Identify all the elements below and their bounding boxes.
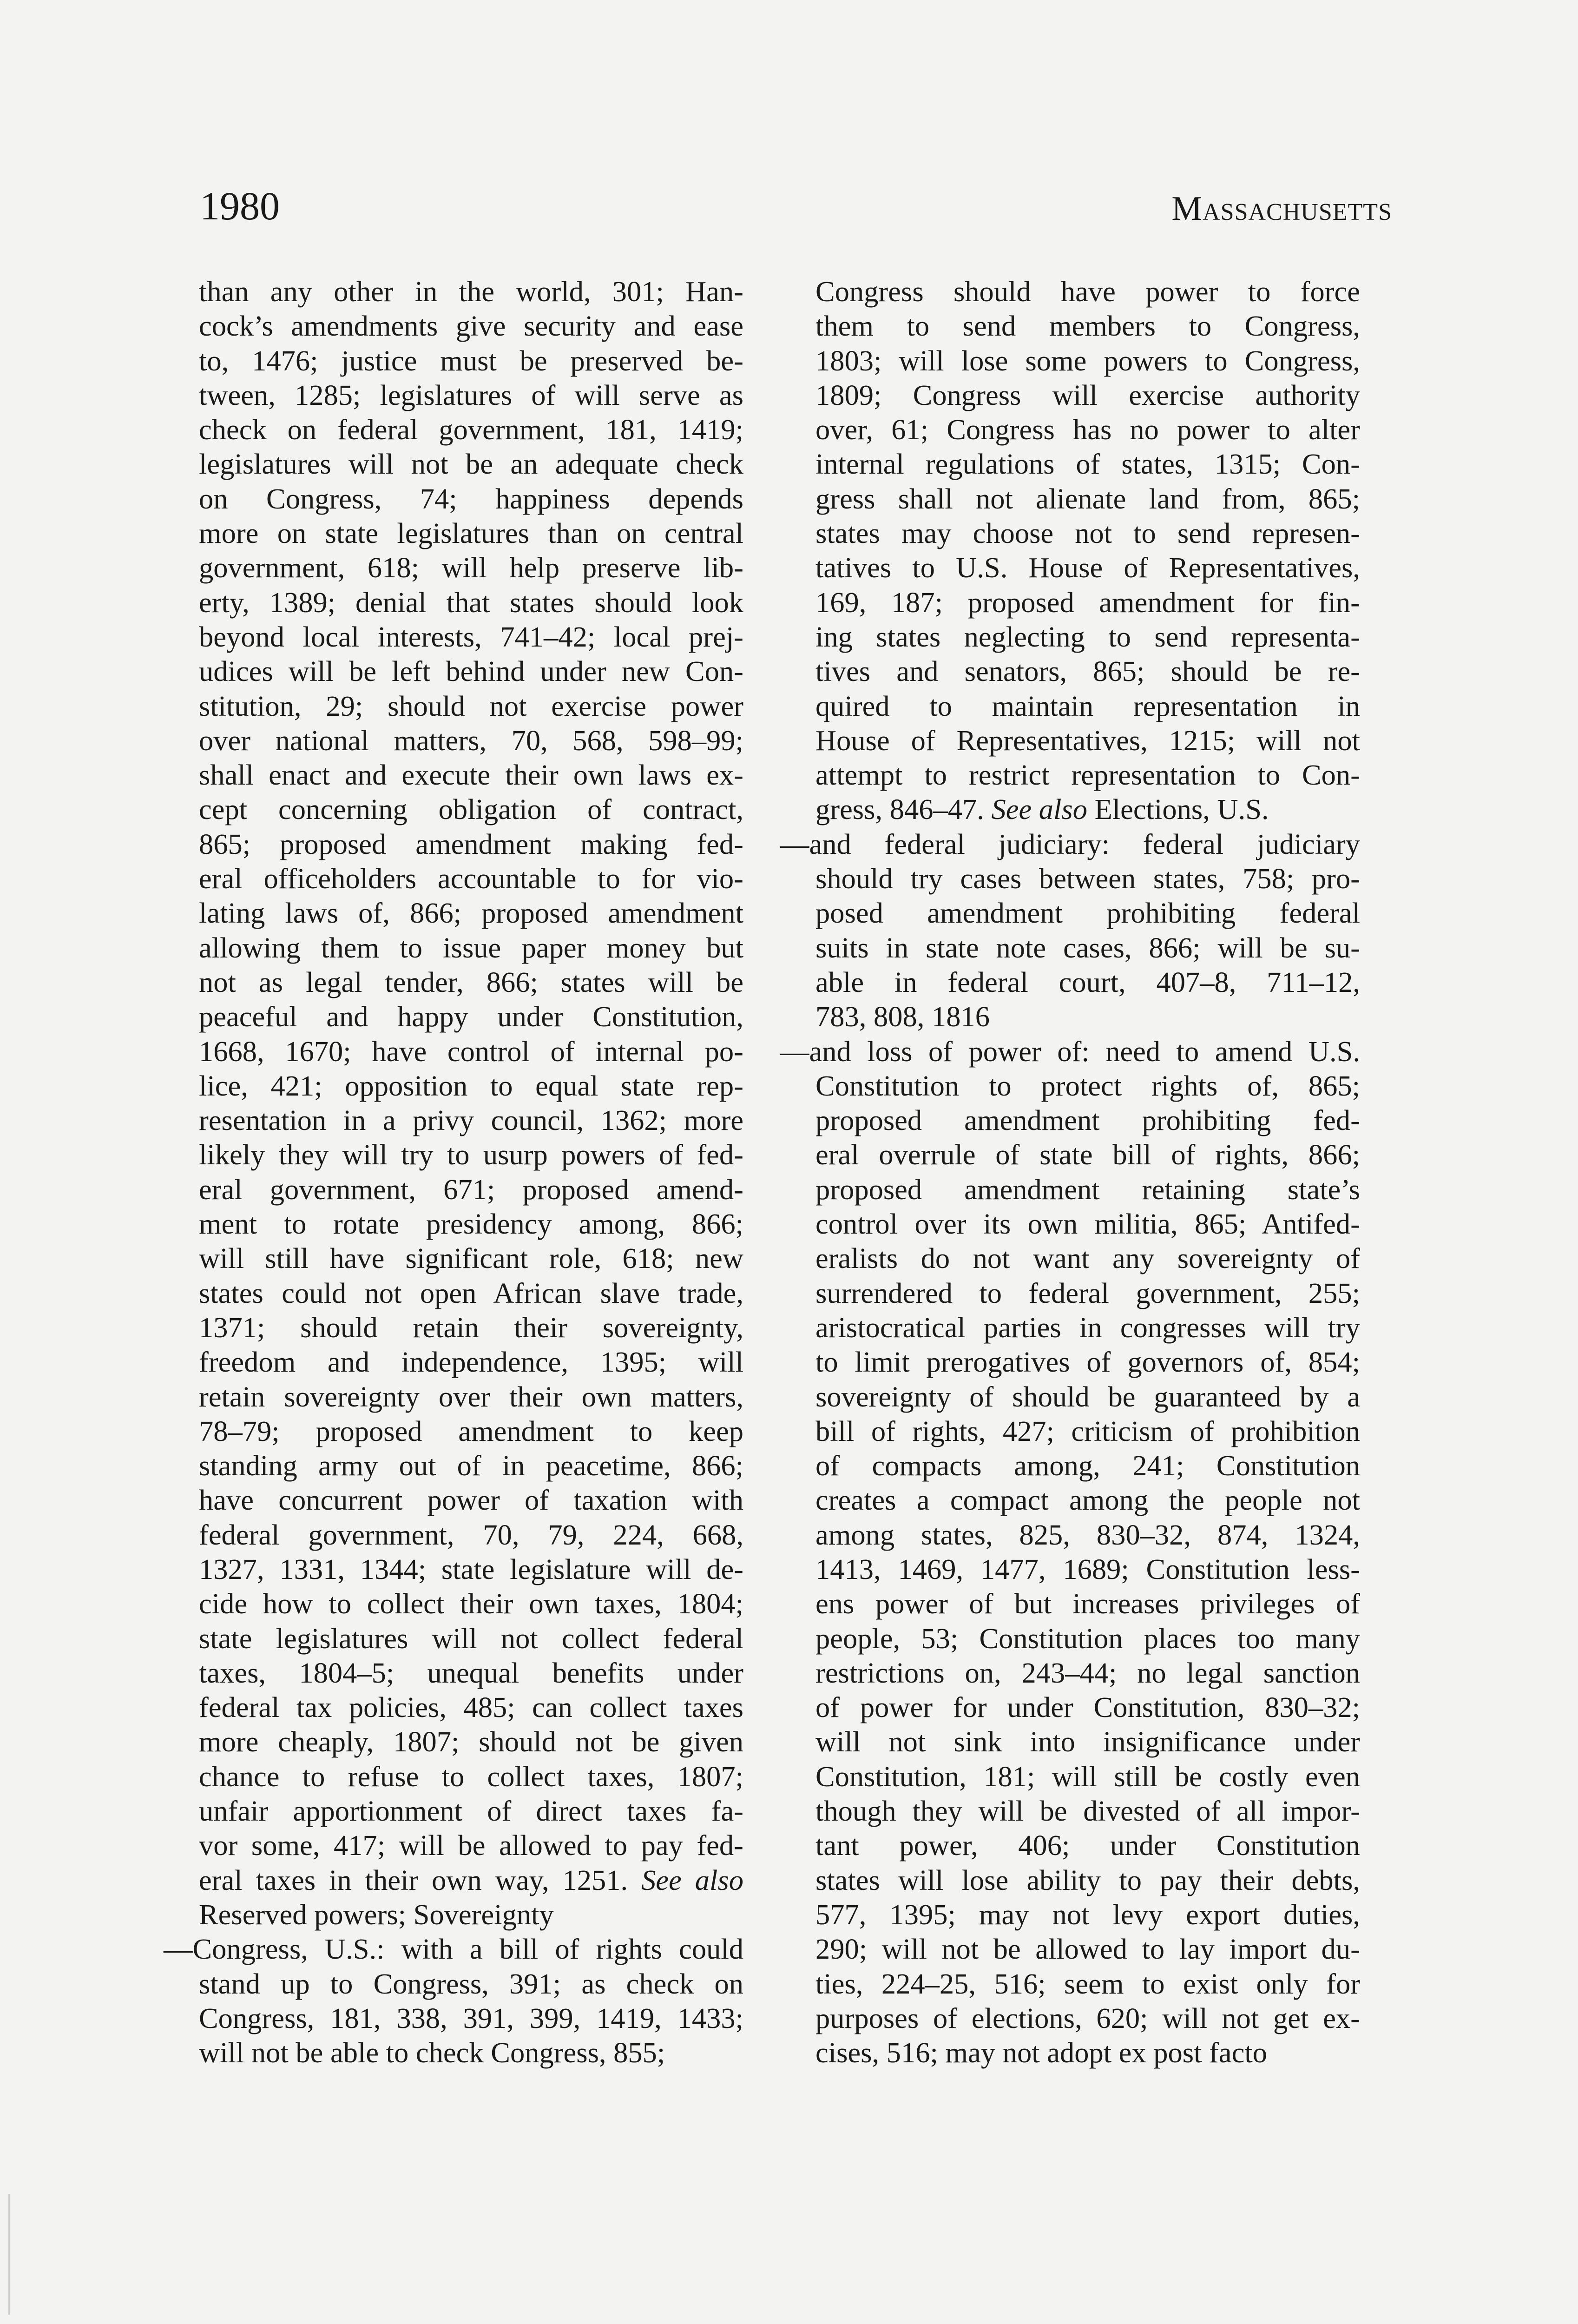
text-line: proposed amendment prohibiting fed- <box>815 1104 1360 1137</box>
text-line: udices will be left behind under new Con- <box>199 655 743 688</box>
text-line: cide how to collect their own taxes, 1804; <box>199 1587 743 1620</box>
text-line: surrendered to federal government, 255; <box>815 1276 1360 1309</box>
text-line: proposed amendment retaining state’s <box>815 1173 1360 1206</box>
text-line: states may choose not to send represen- <box>815 517 1360 550</box>
text-line: beyond local interests, 741–42; local prej- <box>199 620 743 653</box>
text-line: government, 618; will help preserve lib- <box>199 551 743 584</box>
text-line: taxes, 1804–5; unequal benefits under <box>199 1656 743 1689</box>
text-line: cept concerning obligation of contract, <box>199 793 743 826</box>
text-line: to limit prerogatives of governors of, 854; <box>815 1346 1360 1379</box>
text-line: have concurrent power of taxation with <box>199 1484 743 1517</box>
text-line: federal tax policies, 485; can collect taxes <box>199 1691 743 1724</box>
text-line: 1668, 1670; have control of internal po- <box>199 1035 743 1068</box>
text-line: over national matters, 70, 568, 598–99; <box>199 724 743 757</box>
text-line: though they will be divested of all impor- <box>815 1795 1360 1828</box>
text-line: lating laws of, 866; proposed amendment <box>199 897 743 930</box>
text-line: Congress should have power to force <box>815 275 1360 308</box>
scan-margin-mark <box>8 2194 10 2315</box>
text-line: 78–79; proposed amendment to keep <box>199 1414 743 1447</box>
text-line: state legislatures will not collect federal <box>199 1622 743 1655</box>
text-line: shall enact and execute their own laws ex- <box>199 759 743 792</box>
text-line: eral officeholders accountable to for vio- <box>199 862 743 895</box>
text-line: over, 61; Congress has no power to alter <box>815 413 1360 446</box>
entry-continuation <box>199 274 743 1932</box>
text-line: allowing them to issue paper money but <box>199 931 743 964</box>
text-line: suits in state note cases, 866; will be su- <box>815 931 1360 964</box>
text-line: lice, 421; opposition to equal state rep- <box>199 1069 743 1102</box>
text-line: —Congress, U.S.: with a bill of rights could <box>164 1933 743 1966</box>
text-line: 290; will not be allowed to lay import du- <box>815 1933 1360 1966</box>
text-line: eral taxes in their own way, 1251. See also <box>199 1863 743 1896</box>
text-line: states will lose ability to pay their debts, <box>815 1863 1360 1896</box>
text-line: them to send members to Congress, <box>815 310 1360 343</box>
subentry-federal-judiciary <box>780 827 1360 1034</box>
text-line: 783, 808, 1816 <box>815 1000 990 1033</box>
text-line: tives and senators, 865; should be re- <box>815 655 1360 688</box>
text-line: 577, 1395; may not levy export duties, <box>815 1898 1360 1931</box>
text-line: not as legal tender, 866; states will be <box>199 965 743 998</box>
text-line: will still have significant role, 618; new <box>199 1242 743 1275</box>
text-line: House of Representatives, 1215; will not <box>815 724 1360 757</box>
text-line: —and federal judiciary: federal judiciary <box>780 827 1360 860</box>
text-line: able in federal court, 407–8, 711–12, <box>815 965 1360 998</box>
text-line: erty, 1389; denial that states should look <box>199 586 743 619</box>
text-line: 1803; will lose some powers to Congress, <box>815 344 1360 377</box>
text-line: creates a compact among the people not <box>815 1484 1360 1517</box>
text-line: ment to rotate presidency among, 866; <box>199 1208 743 1241</box>
subentry-congress <box>164 1932 743 2070</box>
text-line: retain sovereignty over their own matters, <box>199 1380 743 1413</box>
page-number: 1980 <box>200 184 280 228</box>
text-line: Constitution to protect rights of, 865; <box>815 1069 1360 1102</box>
text-line: Constitution, 181; will still be costly even <box>815 1760 1360 1793</box>
text-line: federal government, 70, 79, 224, 668, <box>199 1518 743 1551</box>
subentry-loss-of-power <box>780 1034 1360 2070</box>
text-line: tatives to U.S. House of Representatives, <box>815 551 1360 584</box>
text-line: 1327, 1331, 1344; state legislature will de- <box>199 1552 743 1585</box>
text-line: vor some, 417; will be allowed to pay fed- <box>199 1829 743 1862</box>
text-line: eral government, 671; proposed amend- <box>199 1173 743 1206</box>
text-line: sovereignty of should be guaranteed by a <box>815 1380 1360 1413</box>
text-line: stitution, 29; should not exercise power <box>199 689 743 722</box>
text-line: attempt to restrict representation to Con- <box>815 759 1360 792</box>
text-line: should try cases between states, 758; pro- <box>815 862 1360 895</box>
text-line: eralists do not want any sovereignty of <box>815 1242 1360 1275</box>
entry-continuation <box>815 274 1360 827</box>
text-line: 865; proposed amendment making fed- <box>199 827 743 860</box>
text-line: standing army out of in peacetime, 866; <box>199 1449 743 1482</box>
text-line: will not sink into insignificance under <box>815 1725 1360 1758</box>
text-line: 1809; Congress will exercise authority <box>815 378 1360 411</box>
text-line: on Congress, 74; happiness depends <box>199 482 743 515</box>
text-line: unfair apportionment of direct taxes fa- <box>199 1795 743 1828</box>
text-line: more cheaply, 1807; should not be given <box>199 1725 743 1758</box>
text-line: freedom and independence, 1395; will <box>199 1346 743 1379</box>
text-line: stand up to Congress, 391; as check on <box>199 1967 743 2000</box>
text-line: gress, 846–47. See also Elections, U.S. <box>815 793 1269 826</box>
text-line: tant power, 406; under Constitution <box>815 1829 1360 1862</box>
text-line: ties, 224–25, 516; seem to exist only for <box>815 1967 1360 2000</box>
text-line: more on state legislatures than on central <box>199 517 743 550</box>
text-line: chance to refuse to collect taxes, 1807; <box>199 1760 743 1793</box>
text-line: will not be able to check Congress, 855; <box>199 2036 665 2069</box>
text-line: check on federal government, 181, 1419; <box>199 413 743 446</box>
text-line: 1371; should retain their sovereignty, <box>199 1311 743 1344</box>
text-line: resentation in a privy council, 1362; more <box>199 1104 743 1137</box>
text-line: legislatures will not be an adequate check <box>199 448 743 481</box>
text-line: cock’s amendments give security and ease <box>199 310 743 343</box>
text-line: internal regulations of states, 1315; Con- <box>815 448 1360 481</box>
text-line: posed amendment prohibiting federal <box>815 897 1360 930</box>
text-line: states could not open African slave trade, <box>199 1276 743 1309</box>
text-line: of compacts among, 241; Constitution <box>815 1449 1360 1482</box>
text-line: aristocratical parties in congresses will try <box>815 1311 1360 1344</box>
text-line: peaceful and happy under Constitution, <box>199 1000 743 1033</box>
text-line: of power for under Constitution, 830–32; <box>815 1691 1360 1724</box>
running-head: Massachusetts <box>1171 190 1392 228</box>
text-line: 169, 187; proposed amendment for fin- <box>815 586 1360 619</box>
text-line: restrictions on, 243–44; no legal sanction <box>815 1656 1360 1689</box>
text-line: cises, 516; may not adopt ex post facto <box>815 2036 1268 2069</box>
text-line: bill of rights, 427; criticism of prohibition <box>815 1414 1360 1447</box>
text-line: people, 53; Constitution places too many <box>815 1622 1360 1655</box>
text-line: ens power of but increases privileges of <box>815 1587 1360 1620</box>
text-line: among states, 825, 830–32, 874, 1324, <box>815 1518 1360 1551</box>
left-column <box>164 274 743 2070</box>
text-line: —and loss of power of: need to amend U.S. <box>780 1035 1360 1068</box>
text-line: control over its own militia, 865; Antifed- <box>815 1208 1360 1241</box>
text-line: ing states neglecting to send representa- <box>815 620 1360 653</box>
text-line: likely they will try to usurp powers of fed- <box>199 1138 743 1171</box>
text-line: gress shall not alienate land from, 865; <box>815 482 1360 515</box>
text-line: purposes of elections, 620; will not get ex- <box>815 2001 1360 2034</box>
text-line: Congress, 181, 338, 391, 399, 1419, 1433; <box>199 2001 743 2034</box>
text-line: tween, 1285; legislatures of will serve as <box>199 378 743 411</box>
text-line: quired to maintain representation in <box>815 689 1360 722</box>
text-line: 1413, 1469, 1477, 1689; Constitution less- <box>815 1552 1360 1585</box>
text-line: to, 1476; justice must be preserved be- <box>199 344 743 377</box>
text-line: Reserved powers; Sovereignty <box>199 1898 554 1931</box>
text-line: than any other in the world, 301; Han- <box>199 275 743 308</box>
right-column <box>780 274 1360 2070</box>
text-line: eral overrule of state bill of rights, 866; <box>815 1138 1360 1171</box>
